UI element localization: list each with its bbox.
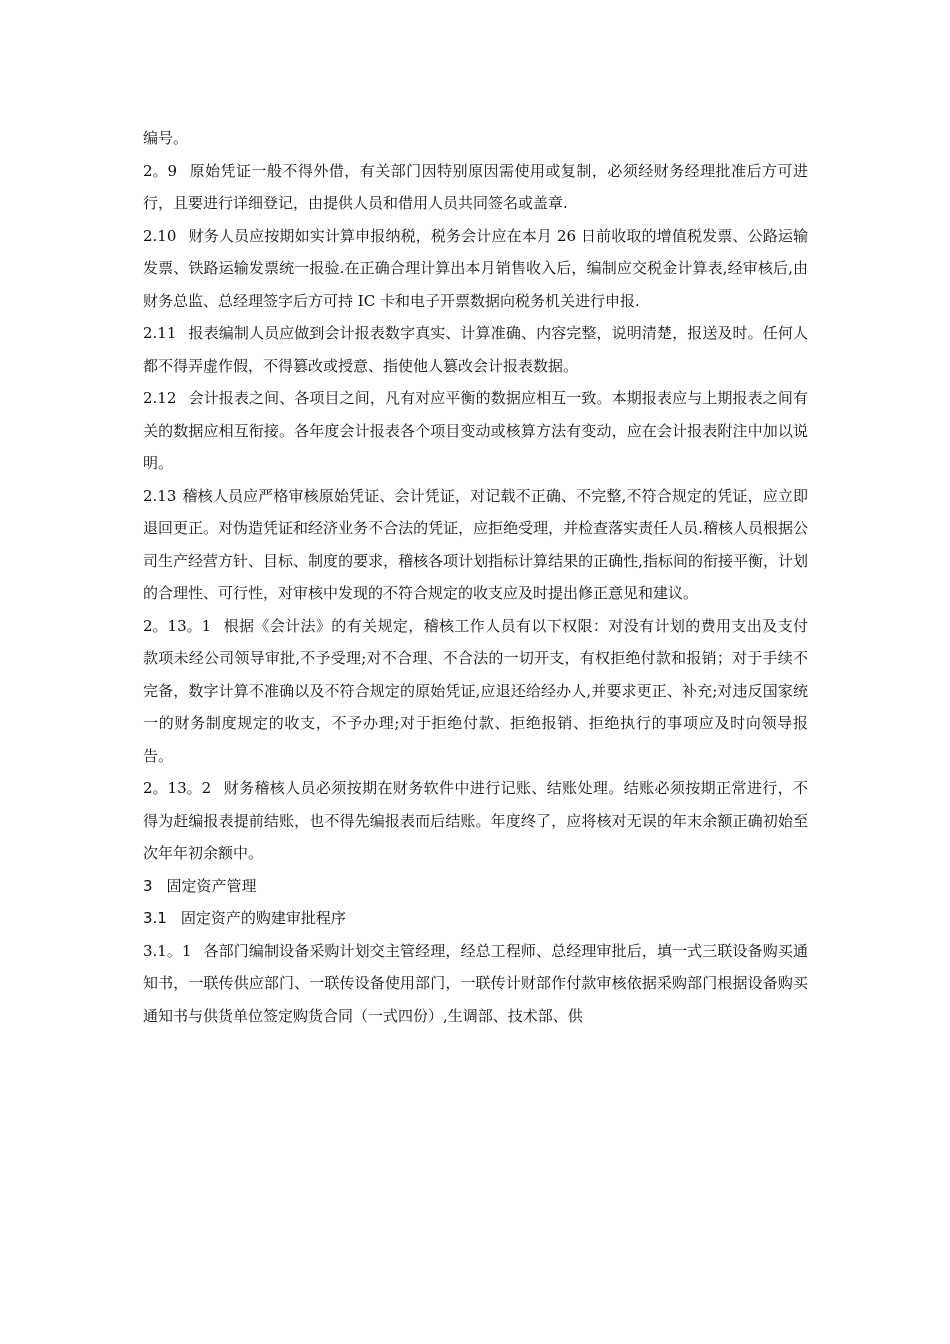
paragraph-number: 2.10 [143,226,177,245]
paragraph-number: 2.12 [143,389,177,407]
paragraph-number: 2。13。2 [143,779,212,797]
paragraph-2-11 [143,317,808,382]
paragraph-text: 会计报表之间、各项目之间，凡有对应平衡的数据应相互一致。本期报表应与上期报表之间有关的数据应相互衔接。各年度会计报表各个项目变动或核算方法有变动，应在会计报表附注中加以说明。 [143,389,808,472]
paragraph-numbering-tail [143,122,808,155]
paragraph-2-10 [143,220,808,318]
paragraph-text: 编号。 [143,129,189,147]
paragraph-number: 3.1。1 [143,941,192,960]
paragraph-2-12 [143,382,808,480]
paragraph-text: 各部门编制设备采购计划交主管经理，经总工程师、总经理审批后，填一式三联设备购买通知书，一联传供应部门、一联传设备使用部门，一联传计财部作付款审核依据采购部门根据设备购买通知书与供货单位签定购货合同（一式四份）,生调部、技术部、供 [143,941,808,1025]
paragraph-2-13 [143,480,808,610]
paragraph-text: 原始凭证一般不得外借，有关部门因特别原因需使用或复制，必须经财务经理批准后方可进行，且要进行详细登记，由提供人员和借用人员共同签名或盖章. [143,161,808,212]
section-number: 3.1 [143,909,167,927]
section-number: 3 [143,876,153,895]
paragraph-text: 报表编制人员应做到会计报表数字真实、计算准确、内容完整，说明清楚，报送及时。任何人都不得弄虚作假，不得篡改或授意、指使他人篡改会计报表数据。 [143,324,808,375]
paragraph-number: 2。9 [143,161,178,180]
paragraph-2-9 [143,155,808,220]
paragraph-number: 2.13 [143,486,177,505]
paragraph-3-1-1 [143,935,808,1033]
document-body [143,122,808,1032]
paragraph-number: 2.11 [143,324,177,342]
paragraph-text: 财务稽核人员必须按期在财务软件中进行记账、结账处理。结账必须按期正常进行，不得为赶编报表提前结账，也不得先编报表而后结账。年度终了，应将核对无误的年末余额正确初始至次年年初余额中。 [143,779,808,862]
paragraph-2-13-2 [143,772,808,870]
paragraph-text: 财务人员应按期如实计算申报纳税，税务会计应在本月 26 日前收取的增值税发票、公路运输发票、铁路运输发票统一报验.在正确合理计算出本月销售收入后，编制应交税金计算表,经审核后,由财务总监、总经理签字后方可持 IC 卡和电子开票数据向税务机关进行申报. [143,226,808,310]
section-heading-3-1 [143,902,808,935]
paragraph-text: 稽核人员应严格审核原始凭证、会计凭证，对记载不正确、不完整,不符合规定的凭证，应立即退回更正。对伪造凭证和经济业务不合法的凭证，应拒绝受理，并检查落实责任人员.稽核人员根据公司生产经营方针、目标、制度的要求，稽核各项计划指标计算结果的正确性,指标间的衔接平衡，计划的合理性、可行性，对审核中发现的不符合规定的收支应及时提出修正意见和建议。 [143,486,808,602]
section-title: 固定资产管理 [166,876,257,895]
paragraph-text: 根据《会计法》的有关规定，稽核工作人员有以下权限：对没有计划的费用支出及支付款项未经公司领导审批,不予受理;对不合理、不合法的一切开支，有权拒绝付款和报销；对于手续不完备，数字计算不准确以及不符合规定的原始凭证,应退还给经办人,并要求更正、补充;对违反国家统一的财务制度规定的收支，不予办理;对于拒绝付款、拒绝报销、拒绝执行的事项应及时向领导报告。 [143,616,808,765]
section-title: 固定资产的购建审批程序 [180,909,346,927]
paragraph-number: 2。13。1 [143,616,212,635]
paragraph-2-13-1 [143,610,808,773]
section-heading-3 [143,870,808,903]
